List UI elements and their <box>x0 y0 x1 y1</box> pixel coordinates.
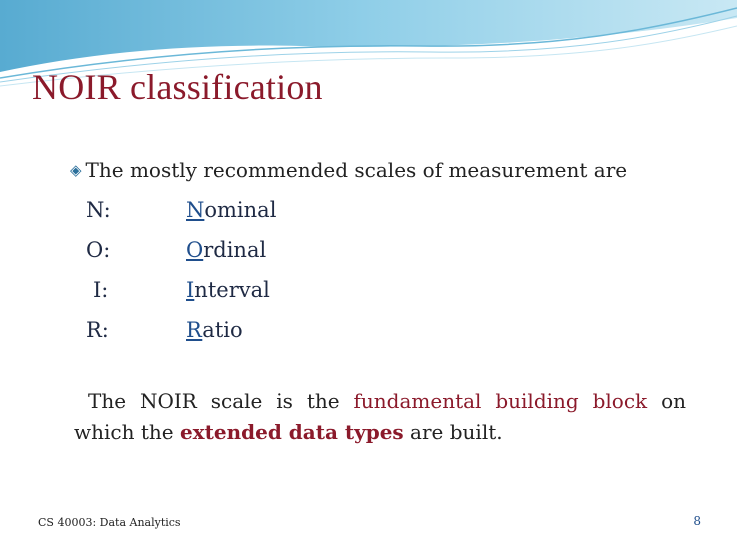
scale-word: Ratio <box>186 318 243 342</box>
intro-text: The mostly recommended scales of measurement are <box>85 158 628 182</box>
slide-title: NOIR classification <box>32 67 323 107</box>
scale-letter: I: <box>93 278 109 302</box>
scale-row-ordinal <box>86 238 266 262</box>
scale-row-interval <box>93 278 270 302</box>
highlight-extended-types: extended data types <box>179 420 404 444</box>
footer-course: CS 40003: Data Analytics <box>38 516 181 529</box>
scale-row-nominal <box>86 198 276 222</box>
scale-word: Ordinal <box>186 238 267 262</box>
intro-line <box>70 158 627 182</box>
summary-paragraph: The NOIR scale is the fundamental building block on which the extended data types are built. <box>74 389 687 444</box>
page-number: 8 <box>693 514 701 528</box>
highlight-fundamental: fundamental building block <box>353 389 648 413</box>
scale-word: Interval <box>186 278 270 302</box>
scale-word: Nominal <box>186 198 277 222</box>
scale-letter: N: <box>86 198 111 222</box>
scale-letter: R: <box>86 318 109 342</box>
scale-row-ratio <box>86 318 243 342</box>
scale-letter: O: <box>86 238 111 262</box>
bullet-icon: ◈ <box>70 161 82 179</box>
